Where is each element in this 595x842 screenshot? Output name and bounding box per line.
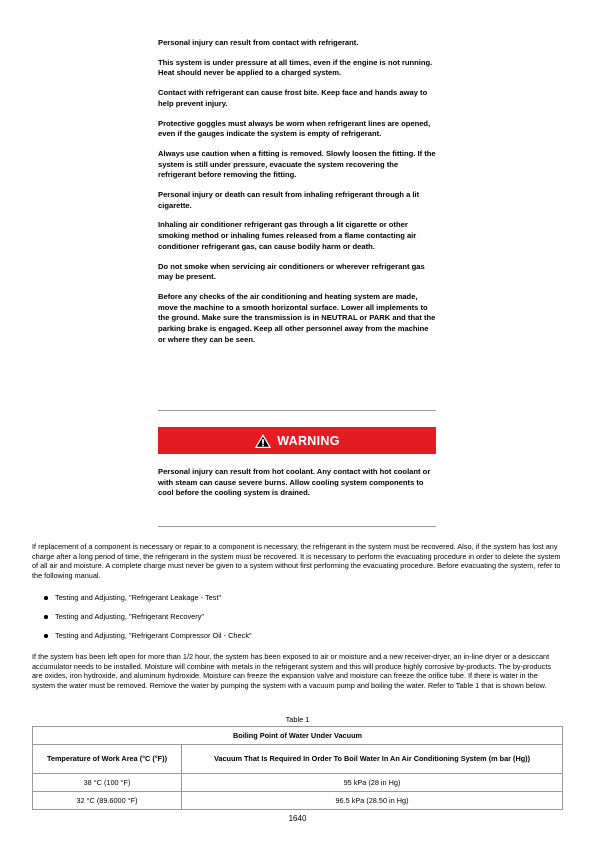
bullet-icon xyxy=(44,634,48,638)
warning-triangle-icon xyxy=(254,433,272,449)
warning-banner xyxy=(158,427,436,454)
table-title: Boiling Point of Water Under Vacuum xyxy=(33,727,563,745)
table-row xyxy=(33,792,563,810)
warning-text: Personal injury can result from contact with refrigerant. xyxy=(158,38,359,47)
bullet-icon xyxy=(44,615,48,619)
table-cell: 32 °C (89.6000 °F) xyxy=(33,792,182,810)
warning-text: Inhaling air conditioner refrigerant gas through a lit cigarette or other smoking method or inhaling fumes released from a flame contacting air conditioner refrigerant gas, can cause bodily harm or death. xyxy=(158,220,417,251)
warning-text: Always use caution when a fitting is removed. Slowly loosen the fitting. If the system is still under pressure, evacuate the system recovering the refrigerant before removing the fitting. xyxy=(158,148,436,180)
page-number: 1640 xyxy=(288,814,307,823)
table-cell: 95 kPa (28 in Hg) xyxy=(182,774,563,792)
warning-label: WARNING xyxy=(277,433,340,448)
list-item-text: Testing and Adjusting, "Refrigerant Compressor Oil - Check" xyxy=(55,631,252,640)
warning-text: Do not smoke when servicing air conditioners or wherever refrigerant gas may be present. xyxy=(158,261,425,282)
list-item-text: Testing and Adjusting, "Refrigerant Leakage - Test" xyxy=(55,593,222,602)
paragraph-moisture xyxy=(32,652,562,690)
paragraph-text: If the system has been left open for more than 1/2 hour, the system has been exposed to air or moisture and a new receiver-dryer, an in-line dryer or a desiccant accumulator needs to be installed. Moisture will combine with metals in the refrigerant system and this will produce highly corrosive by-products. The by-products are oxides, iron hydroxide, and aluminum hydroxide. Moisture can freeze the expansion valve and moisture can freeze the orifice tube. If there is water in the system the water must be removed. Remove the water by pumping the system with a vacuum pump and boiling the water. Refer to Table 1 that is shown below. xyxy=(32,652,551,690)
table-cell: 38 °C (100 °F) xyxy=(33,774,182,792)
warning-text: This system is under pressure at all times, even if the engine is not running. Heat should never be applied to a charged system. xyxy=(158,57,433,78)
warning-text: Personal injury can result from hot coolant. Any contact with hot coolant or with steam can cause severe burns. Allow cooling system components to cool before the cooling system is drained. xyxy=(158,467,431,498)
hot-coolant-warning xyxy=(158,467,436,499)
warning-text: Protective goggles must always be worn when refrigerant lines are opened, even if the gauges indicate the system is empty of refrigerant. xyxy=(158,118,431,139)
warning-text: Contact with refrigerant can cause frost bite. Keep face and hands away to help prevent injury. xyxy=(158,88,428,108)
warning-text: Before any checks of the air conditioning and heating system are made, move the machine to a smooth horizontal surface. Lower all implements to the ground. Make sure the transmission is in NEUTRAL or PARK and that the parking brake is engaged. Keep all other personnel away from the machine or where they can be seen. xyxy=(158,291,436,344)
divider xyxy=(158,526,436,527)
list-item-text: Testing and Adjusting, "Refrigerant Recovery" xyxy=(55,612,205,621)
boiling-point-table xyxy=(32,726,563,810)
column-header: Vacuum That Is Required In Order To Boil Water In An Air Conditioning System (m bar (Hg)) xyxy=(182,745,563,774)
divider xyxy=(158,410,436,411)
warning-text: Personal injury or death can result from inhaling refrigerant through a lit cigarette. xyxy=(158,190,420,210)
bullet-icon xyxy=(44,596,48,600)
paragraph-text: If replacement of a component is necessary or repair to a component is necessary, the refrigerant in the system must be recovered. Also, if the system has lost any charge after a long period of time, the refrigerant in the system must be recovered. It is necessary to perform the evacuating procedure in order to delete the system of all air and moisture. A complete charge must never be given to a system without first performing the evacuating procedure. Before evacuating the system, refer to the following manual. xyxy=(32,542,561,580)
table-caption: Table 1 xyxy=(285,715,310,724)
paragraph-recovery xyxy=(32,542,562,580)
column-header: Temperature of Work Area (°C (°F)) xyxy=(33,745,182,774)
table-row xyxy=(33,774,563,792)
table-cell: 96.5 kPa (28.50 in Hg) xyxy=(182,792,563,810)
refrigerant-warnings xyxy=(158,38,436,345)
